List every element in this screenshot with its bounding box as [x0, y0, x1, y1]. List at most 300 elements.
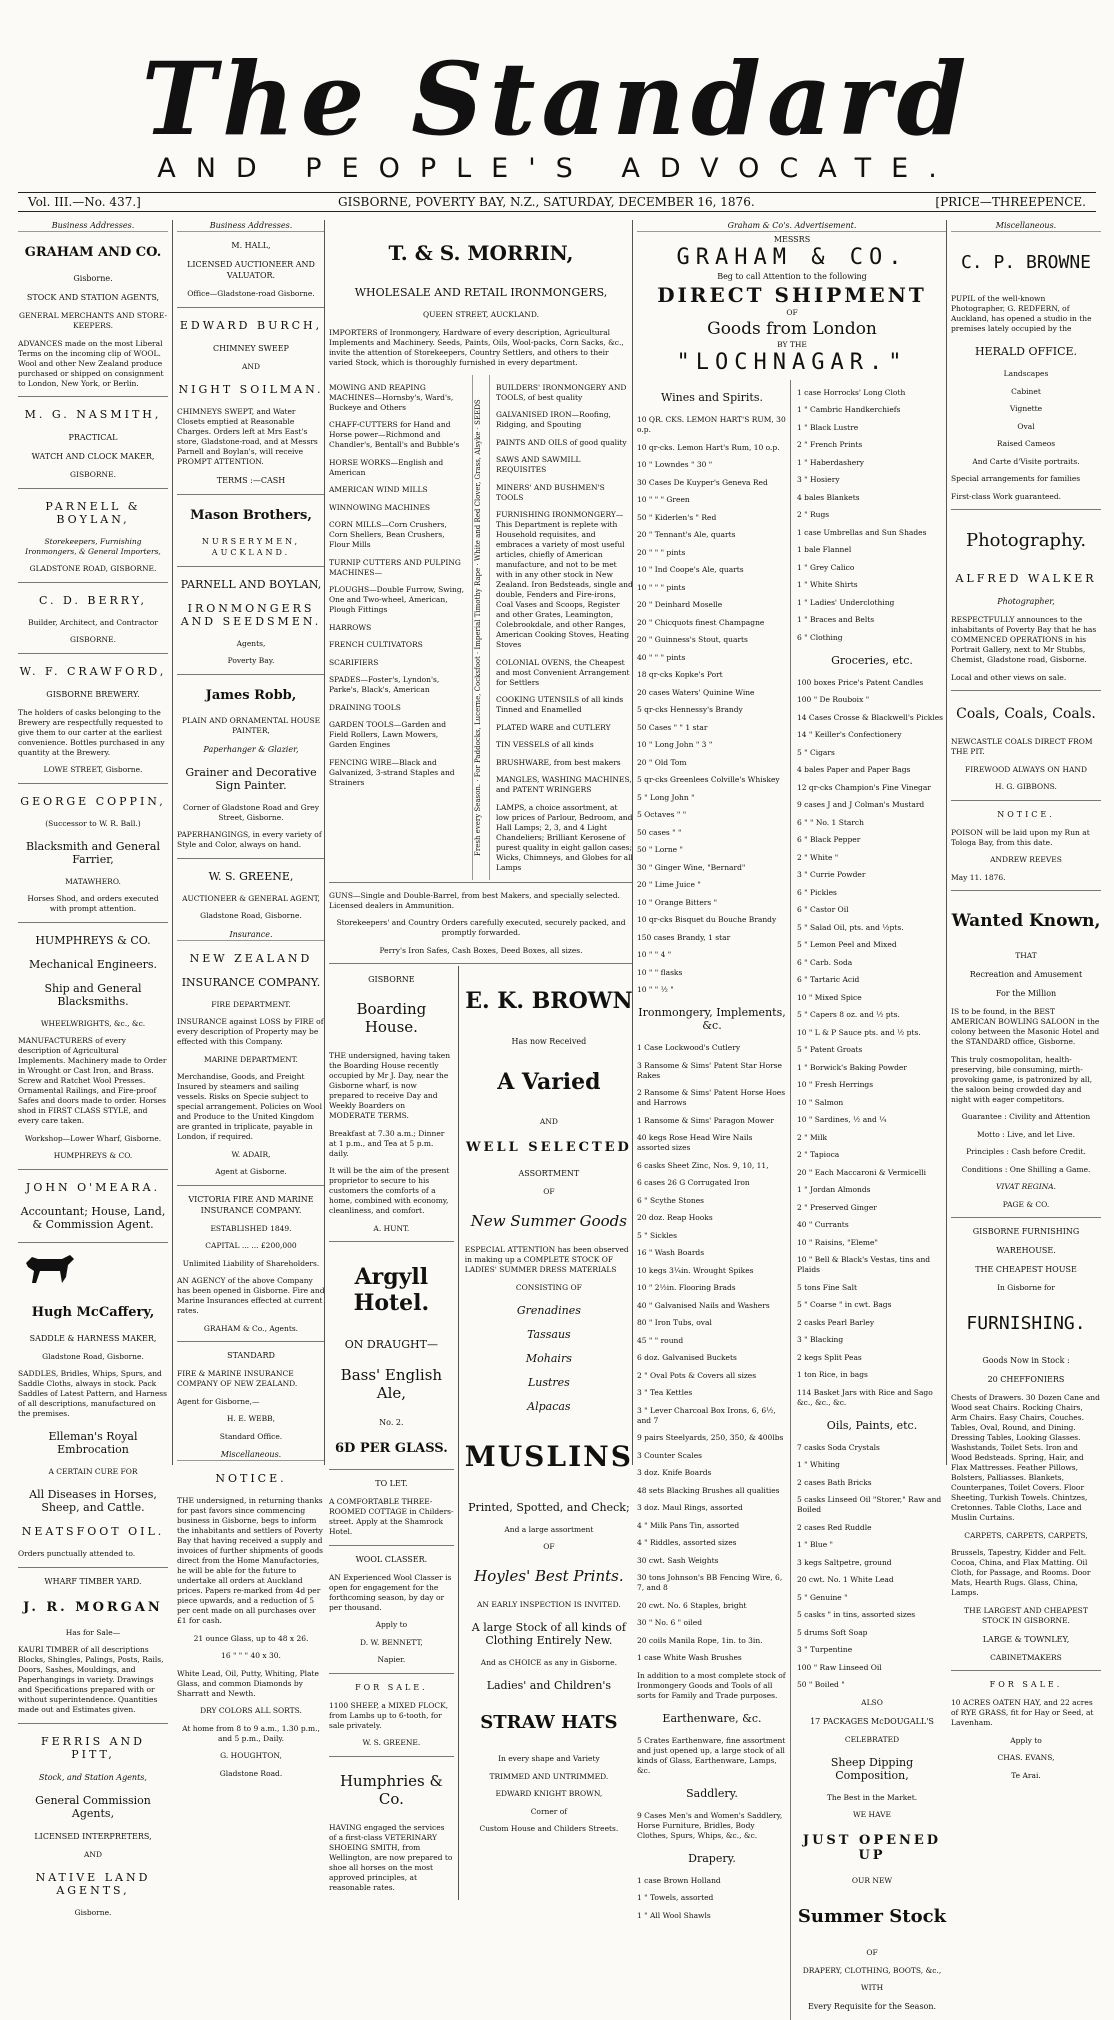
ad-line: OF: [543, 1542, 555, 1551]
ad-line: CAPITAL ... ... £200,000: [205, 1241, 297, 1250]
ad-robb: [177, 688, 325, 851]
list-item: 10 " 2½in. Flooring Brads: [637, 1283, 736, 1292]
ad-line: Agents,: [236, 638, 266, 648]
list-item: 5 casks Linseed Oil "Storer," Raw and Boiled: [797, 1495, 942, 1514]
ad-line: WATCH AND CLOCK MAKER,: [31, 452, 155, 461]
ad-line: Hoyles' Best Prints.: [474, 1567, 624, 1585]
list-item: 1 " Ladies' Underclothing: [797, 597, 895, 607]
list-item: 1 " Borwick's Baking Powder: [797, 1062, 907, 1072]
list-item: PAINTS AND OILS of good quality: [496, 437, 627, 447]
ad-line: Recreation and Amusement: [969, 970, 1083, 979]
list-item: 10 " Ind Coope's Ale, quarts: [637, 565, 744, 574]
ad-line: Sheep Dipping Composition,: [830, 1755, 914, 1782]
list-item: 5 " Patent Groats: [797, 1045, 863, 1054]
ad-body: INSURANCE against LOSS by FIRE of every description of Property may be effected with this Company.: [177, 1017, 324, 1046]
ad-signature: W. ADAIR,: [231, 1149, 271, 1159]
list-item: 2 " Preserved Ginger: [797, 1202, 877, 1212]
list-item: 5 " Coarse " in cwt. Bags: [797, 1300, 892, 1309]
list-item: 4 " Milk Pans Tin, assorted: [637, 1520, 740, 1530]
fabric-list: [465, 1304, 633, 1413]
ad-body: SADDLES, Bridles, Whips, Spurs, and Saddle Cloths, always in stock. Pack Saddles of Latest Pattern, and Harness of all descriptions, manufactured on the premises.: [18, 1369, 167, 1418]
vertical-label: Imperial Timothy Rape: [474, 567, 482, 650]
ad-signature: G. HOUGHTON,: [220, 1751, 282, 1760]
list-item: 2 casks Pearl Barley: [797, 1317, 875, 1327]
vertical-label: SEEDS: [474, 399, 482, 425]
ad-signature: Gladstone Road.: [219, 1768, 283, 1778]
ad-title: FURNISHING.: [966, 1313, 1086, 1334]
ad-wool-classer: [329, 1554, 454, 1666]
list-item: 2 " Tapioca: [797, 1150, 840, 1159]
list-item: 5 " Salad Oil, pts. and ½pts.: [797, 922, 904, 932]
ad-line: THE LARGEST AND CHEAPEST STOCK IN GISBORNE.: [964, 1605, 1088, 1625]
ad-title: TO LET.: [375, 1479, 408, 1488]
ad-line: Goods Now in Stock :: [982, 1356, 1070, 1365]
list-item: 5 " Genuine ": [797, 1592, 848, 1602]
ad-line: GISBORNE FURNISHING: [972, 1227, 1080, 1236]
list-item: 10 kegs 3¼in. Wrought Spikes: [637, 1265, 754, 1275]
list-item: 20 doz. Reap Hooks: [637, 1213, 713, 1222]
ad-body: 5 Crates Earthenware, fine assortment and just opened up, a large stock of all kinds of Glass, Earthenware, Lamps, &c.: [637, 1735, 786, 1775]
ad-line: LICENSED INTERPRETERS,: [34, 1831, 152, 1841]
ad-coppin: [18, 795, 168, 915]
vertical-label: Fresh every Season.: [474, 783, 482, 856]
list-item: And Carte d'Visite portraits.: [972, 456, 1080, 466]
column-header: Miscellaneous.: [951, 220, 1101, 232]
ad-body: ADVANCES made on the most Liberal Terms on the incoming clip of WOOL. Wool and other New Zealand produce purchased or shipped on consignment to London, New York, or Berlin.: [18, 338, 164, 388]
ad-line: MESSRS: [773, 235, 811, 244]
list-item: BUILDERS' IRONMONGERY AND TOOLS, of best quality: [496, 382, 627, 402]
ad-line: Printed, Spotted, and Check;: [468, 1500, 630, 1514]
ad-burch: [177, 319, 325, 486]
list-item: 1 case Horrocks' Long Cloth: [797, 387, 906, 397]
list-item: 40 kegs Rose Head Wire Nails assorted sizes: [637, 1133, 753, 1152]
ad-line: GISBORNE: [368, 975, 415, 984]
ad-line: CONSISTING OF: [515, 1282, 582, 1292]
list-item: 2 " French Prints: [797, 440, 863, 449]
ad-signature: Standard Office.: [219, 1431, 283, 1441]
ad-line: TRIMMED AND UNTRIMMED.: [489, 1771, 609, 1781]
ad-signature: Corner of: [530, 1806, 568, 1816]
list-item: Mohairs: [525, 1351, 572, 1365]
column-header: Graham & Co's. Advertisement.: [637, 220, 947, 232]
column-3: [324, 220, 633, 1892]
list-item: 6 cases 26 G Corrugated Iron: [637, 1178, 750, 1187]
ad-line: GLADSTONE ROAD, GISBORNE.: [29, 564, 157, 573]
ad-title: PARNELL AND BOYLAN,: [180, 577, 322, 591]
ad-line: Mechanical Engineers.: [28, 957, 158, 971]
ad-line: WITH: [860, 1983, 884, 1992]
list-item: MINERS' AND BUSHMEN'S TOOLS: [496, 482, 605, 502]
ad-morrin: T. & S. MORRIN, WHOLESALE AND RETAIL IRONMONGERS, QUEEN STREET, AUCKLAND. IMPORTERS of Ironmongery, Hardware of every description, Agricultural Implements and Machinery. Seeds, Paints, Oils, Wool-packs, Corn Sacks, &c., invite the attention of Storekeepers, Country Settlers, and others to their varied Stock, which is thoroughly furnished in every department. MOWING AND REAPING MACHINES—Hornsby's, Ward's, Buckeye and Others CHAFF-CUTTERS for Hand and Horse power—Richmond and Chandler's, Bentall's and Bubble's HORSE WORKS—English and American AMERICAN WIND MILLS WINNOWING MACHINES CORN MILLS—Corn Crushers, Corn Shellers, Bean Crushers, Flour Mills TURNIP CUTTERS AND PULPING MACHINES— PLOUGHS—Double Furrow, Swing, One and Two-wheel, American, Plough Fittings HARROWS FRENCH CULTIVATORS SCARIFIERS SPADES—Foster's, Lyndon's, Parke's, Black's, American DRAINING TOOLS GARDEN TOOLS—Garden and Field Rollers, Lawn Mowers, Garden Engines FENCING WIRE—Black and Galvanized, 3-strand Staples and Strainers Fresh every Season. · For Paddocks, Lucerne, Cocksfoot · Imperial Timothy Rape · White and Red Clover, Grass, Alsyke · SEEDS BUILDERS' IRONMONGERY AND TOOLS, of best quality GALVANISED IRON—Roofing, Ridging, and Spouting PAINTS AND OILS of good quality SAWS AND SAWMILL REQUISITES MINERS' AND BUSHMEN'S TOOLS FURNISHING IRONMONGERY—This Department is replete with Household requisites, and embraces a variety of most useful articles, chiefly of American manufacture, and not to be met with in any other stock in New Zealand. Iron Bedsteads, single and double, Fenders and Fire-irons, Coal Vases and Scoops, Register and other Grates, Leamington, Colebrookdale, and other Ranges, American Cooking Stoves, Heating Stoves COLONIAL OVENS, the Cheapest and most Convenient Arrangement for Settlers COOKING UTENSILS of all kinds Tinned and Enamelled PLATED WARE and CUTLERY TIN VESSELS of all kinds BRUSHWARE, from best makers MANGLES, WASHING MACHINES, and PATENT WRINGERS LAMPS, a choice assortment, at low prices of Parlour, Bedroom, and Hall Lamps; 2, 3, and 4 Light Chandeliers; Brilliant Kerosene of purest quality in eight gallon cases; Wicks, Chimneys, and Globes for all Lamps GUNS—Single and Double-Barrel, from best Makers, and specially selected. Licensed dealers in Ammunition. Storekeepers' and Country Orders carefully executed, securely packed, and promptly forwarded. Perry's Iron Safes, Cash Boxes, Deed Boxes, all sizes.: [329, 241, 633, 955]
list-item: MOWING AND REAPING MACHINES—Hornsby's, Ward's, Buckeye and Others: [329, 382, 454, 412]
list-item: Tassaus: [527, 1327, 571, 1341]
ad-line: Corner of Gladstone Road and Grey Street, Gisborne.: [182, 802, 319, 822]
list-item: HARROWS: [329, 622, 372, 632]
ad-title: W. F. CRAWFORD,: [19, 664, 167, 678]
list-item: GARDEN TOOLS—Garden and Field Rollers, Lawn Mowers, Garden Engines: [329, 720, 447, 749]
ad-line: TERMS :—CASH: [216, 475, 286, 485]
ad-line: PRACTICAL: [68, 433, 118, 442]
list-item: 18 qr-cks Kopke's Port: [637, 670, 723, 679]
list-item: 2 kegs Split Peas: [797, 1352, 862, 1362]
list-item: 6 casks Sheet Zinc, Nos. 9, 10, 11,: [637, 1160, 769, 1170]
list-item: 5 casks " in tins, assorted sizes: [797, 1610, 916, 1619]
ad-line: NURSERYMEN, AUCKLAND.: [201, 536, 301, 557]
list-item: 16 " Wash Boards: [637, 1248, 705, 1257]
ship-name: "LOCHNAGAR.": [676, 350, 908, 375]
list-item: 3 " Lever Charcoal Box Irons, 6, 6½, and 7: [637, 1405, 776, 1425]
ad-line: 16 " " " 40 x 30.: [221, 1651, 281, 1660]
ad-line: INSURANCE COMPANY.: [181, 975, 321, 989]
ad-line: OUR NEW: [851, 1876, 893, 1885]
list-item: Landscapes: [1003, 369, 1049, 378]
list-item: 5 qr-cks Greenlees Colville's Whiskey: [637, 775, 780, 784]
ad-body: LICENSED AUCTIONEER AND VALUATOR.: [187, 260, 315, 280]
ad-line: Elleman's Royal Embrocation: [48, 1430, 138, 1456]
list-item: MANGLES, WASHING MACHINES, and PATENT WRINGERS: [496, 775, 632, 794]
list-item: 2 Ransome & Sims' Patent Horse Hoes and Harrows: [637, 1088, 786, 1107]
ad-line: STRAW HATS: [480, 1712, 618, 1733]
list-item: 10 " Lowndes " 30 ": [637, 460, 713, 469]
ad-line: A Varied: [497, 1069, 601, 1095]
ad-title: HUMPHREYS & CO.: [35, 933, 151, 947]
ad-title: PARNELL & BOYLAN,: [45, 499, 141, 526]
list-item: DRAINING TOOLS: [329, 702, 401, 712]
list-item: 4 bales Blankets: [797, 492, 860, 502]
vertical-label: White and Red Clover, Grass, Alsyke: [474, 431, 482, 561]
list-item: 1 " Haberdashery: [797, 457, 865, 467]
list-item: 10 " Bell & Black's Vestas, tins and Plaids: [797, 1255, 931, 1274]
ad-humphries: [329, 1772, 454, 1893]
ad-title: STANDARD: [227, 1351, 275, 1360]
ad-line: Special arrangements for families: [951, 474, 1081, 483]
list-item: 40 " Galvanised Nails and Washers: [637, 1300, 770, 1310]
ad-title: Photography.: [965, 530, 1087, 551]
ad-body: PLAIN AND ORNAMENTAL HOUSE PAINTER,: [181, 715, 321, 735]
list-item: 50 cases " ": [637, 827, 682, 837]
ad-body: HAVING engaged the services of a first-class VETERINARY SHOEING SMITH, from Wellington, are now prepared to shoe all horses on the most approved principles, at reasonable rates.: [329, 1822, 453, 1892]
ad-line: Unlimited Liability of Shareholders.: [182, 1258, 320, 1268]
section-title: Wines and Spirits.: [661, 391, 763, 404]
ad-humphreys: [18, 934, 168, 1162]
ad-line: OF: [866, 1948, 878, 1957]
ad-body: AN AGENCY of the above Company has been opened in Gisborne. Fire and Marine Insurances effected at current rates.: [177, 1276, 325, 1315]
list-item: 5 qr-cks Hennessy's Brandy: [637, 705, 743, 714]
section-title: Ironmongery, Implements, &c.: [638, 1006, 786, 1032]
list-item: 14 Cases Crosse & Blackwell's Pickles: [797, 712, 944, 722]
list-item: 10 " " flasks: [637, 967, 683, 977]
list-item: 10 " " " Green: [637, 495, 690, 504]
ad-line: First-class Work guaranteed.: [951, 491, 1062, 501]
ad-title: NOTICE.: [997, 809, 1055, 819]
ad-line: LOWE STREET, Gisborne.: [43, 765, 143, 774]
list-item: SPADES—Foster's, Lyndon's, Parke's, Black's, American: [329, 675, 440, 694]
list-item: COLONIAL OVENS, the Cheapest and most Convenient Arrangement for Settlers: [496, 657, 630, 687]
volume-number: Vol. III.—No. 437.]: [28, 195, 141, 209]
list-item: 20 " " " pints: [637, 547, 686, 557]
ad-line: Photographer,: [997, 597, 1055, 606]
ad-title: GRAHAM & CO.: [676, 245, 908, 270]
list-item: 10 " Mixed Spice: [797, 992, 862, 1002]
column-5: [946, 220, 1101, 1780]
list-item: FURNISHING IRONMONGERY—This Department is replete with Household requisites, and embraces a variety of most useful articles, chiefly of American manufacture, and not to be met with in any other stock in New Zealand. Iron Bedsteads, single and double, Fenders and Fire-irons, Coal Vases and Scoops, Register and other Grates, Leamington, Colebrookdale, and other Ranges, American Cooking Stoves, Heating Stoves: [496, 510, 633, 649]
list-item: 1 bale Flannel: [797, 545, 852, 554]
ad-signature: H. G. GIBBONS.: [995, 782, 1057, 791]
list-item: 9 pairs Steelyards, 250, 350, & 400lbs: [637, 1433, 784, 1442]
column-header: Business Addresses.: [177, 220, 325, 232]
ad-body: THE undersigned, in returning thanks for past favors since commencing business in Gisborne, begs to inform the inhabitants and settlers of Poverty Bay that having received a supply and invoices of further shipments of goods direct from the Home Manufactories, he will be able for the future to undertake all orders at Auckland prices. Papers re-marked from 4d per piece upwards, and a reduction of 5 per cent made on all purchases over £1 for cash.: [177, 1496, 324, 1625]
ad-line: Office—Gladstone-road Gisborne.: [187, 289, 315, 298]
ad-line: Summer Stock: [797, 1906, 947, 1927]
ad-line: Storekeepers, Furnishing Ironmongers, & General Importers,: [25, 536, 161, 556]
ad-line: Gisborne.: [74, 1907, 112, 1917]
list-item: 30 tons Johnson's BB Fencing Wire, 6, 7, and 8: [637, 1573, 783, 1592]
ad-title: Coals, Coals, Coals.: [956, 706, 1096, 722]
ad-title: C. D. BERRY,: [38, 593, 148, 607]
list-item: PLOUGHS—Double Furrow, Swing, One and Two-wheel, American, Plough Fittings: [329, 585, 465, 614]
ad-line: 20 CHEFFONIERS: [987, 1375, 1065, 1384]
list-item: 1 " Grey Calico: [797, 562, 855, 572]
ad-line: Gladstone Road, Gisborne.: [42, 1351, 144, 1361]
list-item: 2 " Rugs: [797, 510, 830, 519]
ad-line: AND: [539, 1117, 558, 1126]
ad-line: Paperhanger & Glazier,: [203, 744, 299, 754]
list-item: 3 " Hosiery: [797, 475, 840, 484]
ad-title: E. K. BROWN: [465, 988, 633, 1014]
list-item: FENCING WIRE—Black and Galvanized, 3-strand Staples and Strainers: [329, 757, 455, 787]
ad-line: Bass' English Ale,: [340, 1366, 443, 1402]
ad-line: ALSO: [861, 1697, 883, 1707]
list-item: 6 " Scythe Stones: [637, 1195, 705, 1205]
list-item: HORSE WORKS—English and American: [329, 457, 444, 477]
ad-berry: [18, 594, 168, 646]
ad-line: Breakfast at 7.30 a.m.; Dinner at 1 p.m., and Tea at 5 p.m. daily.: [329, 1128, 445, 1158]
list-item: 20 coils Manila Rope, 1in. to 3in.: [637, 1635, 763, 1645]
ad-line: WE HAVE: [852, 1810, 892, 1819]
ad-title: GRAHAM AND CO.: [24, 245, 162, 260]
ad-line: Local and other views on sale.: [951, 672, 1067, 682]
ad-line: MARINE DEPARTMENT.: [204, 1054, 298, 1064]
morrin-right-list: [496, 375, 633, 880]
ad-line: Workshop—Lower Wharf, Gisborne.: [24, 1133, 162, 1143]
ad-body: ESPECIAL ATTENTION has been observed in making up a COMPLETE STOCK OF LADIES' SUMMER DRESS MATERIALS: [464, 1245, 629, 1274]
ad-for-sale-sheep: [329, 1682, 454, 1749]
list-item: CORN MILLS—Corn Crushers, Corn Shellers, Bean Crushers, Flour Mills: [329, 520, 447, 549]
ad-line: A CERTAIN CURE FOR: [48, 1467, 138, 1476]
list-item: 1 " Whiting: [797, 1460, 840, 1469]
ad-line: General Commission Agents,: [35, 1793, 151, 1820]
ad-title: VICTORIA FIRE AND MARINE INSURANCE COMPANY.: [188, 1194, 314, 1215]
list-item: 1 ton Rice, in bags: [797, 1370, 868, 1379]
ad-line: MUSLINS: [464, 1439, 633, 1473]
list-item: 10 " " 4 ": [637, 950, 672, 959]
list-item: COOKING UTENSILS of all kinds Tinned and Enamelled: [496, 695, 624, 714]
list-item: Grenadines: [516, 1303, 581, 1317]
ad-line: Grainer and Decorative Sign Painter.: [185, 765, 317, 792]
list-item: 40 " " " pints: [637, 652, 686, 662]
ad-line: QUEEN STREET, AUCKLAND.: [423, 310, 539, 319]
list-item: 100 boxes Price's Patent Candles: [797, 677, 924, 687]
list-item: Oval: [1017, 421, 1035, 431]
ad-signature: EDWARD KNIGHT BROWN,: [495, 1789, 603, 1798]
ad-line: Perry's Iron Safes, Cash Boxes, Deed Boxes, all sizes.: [379, 945, 583, 955]
ad-body: Chests of Drawers. 30 Dozen Cane and Wood seat Chairs. Rocking Chairs, Arm Chairs. Easy Chairs, Couches. Tables, Oval, Round, and Dining. Dressing Tables, Looking Glasses. Washstands, Toilet Sets. Iron and Wood Bedsteads. Spring, Hair, and Flax Mattresses. Feather Pillows, Bolsters, Palliasses. Blankets, Counterpanes, Toilet Covers. Floor Sheeting, Turkish Towels. Chintzes, Cretonnes. Table Cloths, Lace and Muslin Curtains.: [951, 1393, 1100, 1522]
ad-argyll-hotel: [329, 1264, 454, 1456]
list-item: 3 " Turpentine: [797, 1645, 853, 1654]
masthead-title: The Standard: [141, 40, 973, 158]
list-item: 20 " Lime Juice ": [637, 880, 701, 889]
list-item: 5 Octaves " ": [637, 810, 687, 819]
list-item: 1 case Umbrellas and Sun Shades: [797, 527, 927, 537]
ad-body: NEWCASTLE COALS DIRECT FROM THE PIT.: [951, 737, 1093, 756]
ad-signature: CABINETMAKERS: [990, 1652, 1062, 1662]
ad-title: J. R. MORGAN: [23, 1599, 163, 1615]
section-header: Miscellaneous.: [177, 1449, 325, 1461]
ad-line: Blacksmith and General Farrier,: [26, 839, 160, 866]
ad-body: PUPIL of the well-known Photographer, G. REDFERN, of Auckland, has opened a studio in the premises lately occupied by the: [951, 294, 1092, 333]
section-title: Earthenware, &c.: [662, 1711, 762, 1725]
ad-body: KAURI TIMBER of all descriptions Blocks, Shingles, Palings, Posts, Rails, Doors, Sashes, Mouldings, and Paperhangings in variety. Drawings and Specifications prepared with or without superintendence. Quantities made out and Estimates given.: [18, 1645, 164, 1714]
list-item: 50 " Kiderlen's " Red: [637, 512, 717, 522]
ad-line: Storekeepers' and Country Orders carefully executed, securely packed, and promptly forwarded.: [336, 918, 626, 937]
list-item: 10 qr-cks. Lemon Hart's Rum, 10 o.p.: [637, 442, 780, 452]
ad-line: GISBORNE.: [70, 470, 116, 479]
list-item: 14 " Keiller's Confectionery: [797, 730, 902, 739]
list-item: 6 " Castor Oil: [797, 905, 849, 914]
ad-signature: GRAHAM & Co., Agents.: [203, 1323, 299, 1333]
section-title: Groceries, etc.: [831, 653, 913, 667]
list-item: 10 " Salmon: [797, 1097, 844, 1107]
list-item: 10 " Long John " 3 ": [637, 740, 713, 749]
ad-ek-brown: [465, 966, 633, 1900]
ad-line: AND: [242, 361, 260, 371]
ad-line: ON DRAUGHT—: [344, 1338, 438, 1351]
ad-signature: PAGE & CO.: [1002, 1199, 1050, 1209]
list-item: 6 " Pickles: [797, 887, 837, 897]
list-item: 10 " " ½ ": [637, 985, 674, 994]
ad-graham: [18, 245, 168, 389]
list-item: 30 Cases De Kuyper's Geneva Red: [637, 477, 768, 487]
list-item: Alpacas: [527, 1399, 571, 1413]
ad-body: IMPORTERS of Ironmongery, Hardware of every description, Agricultural Implements and Machinery. Seeds, Paints, Oils, Wool-packs, Corn Sacks, &c., invite the attention of Storekeepers, Country Settlers, and others to their varied Stock, which is thoroughly furnished in every department.: [329, 327, 624, 367]
ad-title: James Robb,: [205, 687, 297, 703]
ad-hall: [177, 240, 325, 299]
ad-line: WAREHOUSE.: [996, 1246, 1056, 1255]
ad-line: All Diseases in Horses, Sheep, and Cattle.: [29, 1488, 157, 1514]
ad-morgan: [18, 1576, 168, 1716]
list-item: SAWS AND SAWMILL REQUISITES: [496, 455, 581, 474]
ad-body: In addition to a most complete stock of Ironmongery Goods and Tools of all sorts for Family and Trade purposes.: [637, 1670, 786, 1700]
list-item: 150 cases Brandy, 1 star: [637, 932, 731, 942]
ad-parnell-boylan: [177, 578, 325, 667]
list-item: 40 " Currants: [797, 1220, 849, 1229]
list-item: 30 " No. 6 " oiled: [637, 1618, 703, 1627]
ad-title: Hugh McCaffery,: [31, 1304, 155, 1320]
list-item: GALVANISED IRON—Roofing, Ridging, and Spouting: [496, 410, 611, 429]
list-item: 1 Case Lockwood's Cutlery: [637, 1043, 741, 1052]
list-item: 2 " Oval Pots & Covers all sizes: [637, 1370, 757, 1380]
list-item: 4 " Riddles, assorted sizes: [637, 1538, 737, 1547]
ad-body: The holders of casks belonging to the Brewery are respectfully requested to give them to our carter at the earliest convenience. Bottles purchased in any quantity at the Brewery.: [18, 707, 165, 757]
ad-browne: [951, 250, 1101, 502]
list-item: 20 " Each Maccaroni & Vermicelli: [797, 1167, 927, 1177]
ad-line: Motto : Live, and let Live.: [976, 1129, 1076, 1139]
list-item: 50 " Boiled ": [797, 1680, 845, 1689]
list-item: 10 QR. CKS. LEMON HART'S RUM, 30 o.p.: [637, 415, 786, 434]
ad-signature: A. HUNT.: [373, 1223, 410, 1233]
horse-icon: [18, 1249, 78, 1285]
column-4: [632, 220, 947, 2011]
ad-title: FOR SALE.: [355, 1682, 428, 1692]
list-item: 3 Ransome & Sims' Patent Star Horse Rakes: [637, 1060, 782, 1080]
ad-line: AND: [84, 1849, 102, 1859]
list-item: 1 " Jordan Almonds: [797, 1185, 871, 1194]
list-item: 6 " " No. 1 Starch: [797, 817, 864, 827]
ad-line: SADDLE & HARNESS MAKER,: [29, 1333, 157, 1343]
ad-signature: Napier.: [377, 1655, 406, 1664]
ad-body: 10 ACRES OATEN HAY, and 22 acres of RYE GRASS, fit for Hay or Seed, at Lavenham.: [951, 1698, 1094, 1727]
ad-line: PAPERHANGINGS, in every variety of Style and Color, always on hand.: [177, 830, 322, 849]
list-item: 2 cases Bath Bricks: [797, 1477, 872, 1487]
list-item: BRUSHWARE, from best makers: [496, 757, 621, 767]
ad-body: This truly cosmopolitan, health-preserving, bile consuming, mirth-provoking game, is patronized by all, the saloon being crowded day and night with eager competitors.: [951, 1054, 1093, 1104]
ad-line: At home from 8 to 9 a.m., 1.30 p.m., and 5 p.m., Daily.: [182, 1723, 320, 1743]
list-item: Lustres: [527, 1375, 570, 1389]
list-item: 5 " Long John ": [637, 792, 695, 802]
list-item: Vignette: [1009, 404, 1043, 413]
ad-photography: [951, 528, 1101, 683]
list-item: 6 doz. Galvanised Buckets: [637, 1353, 737, 1362]
list-item: 3 doz. Knife Boards: [637, 1468, 712, 1477]
ad-signature: Te Arai.: [1011, 1770, 1041, 1780]
ad-title: M. HALL,: [231, 241, 271, 250]
ad-body: Brussels, Tapestry, Kidder and Felt. Cocoa, China, and Flax Matting. Oil Cloth, for Passage, and Rooms. Door Mats, Hearth Rugs. Glass, China, Lamps.: [951, 1548, 1091, 1597]
list-item: 6 " Tartaric Acid: [797, 975, 860, 984]
ad-line: JUST OPENED UP: [802, 1833, 942, 1863]
list-item: 1 " Blue ": [797, 1540, 834, 1549]
ad-line: ALFRED WALKER: [955, 572, 1097, 585]
list-item: 1 " White Shirts: [797, 580, 858, 589]
ad-signature: LARGE & TOWNLEY,: [982, 1634, 1070, 1644]
ad-line: NEATSFOOT OIL.: [21, 1525, 165, 1538]
ad-wanted-known: [951, 908, 1101, 1210]
list-item: 5 " Sickles: [637, 1230, 677, 1240]
list-item: 45 " " round: [637, 1335, 684, 1345]
list-item: 10 " Sardines, ½ and ¼: [797, 1115, 887, 1124]
ad-line: FIRE DEPARTMENT.: [211, 999, 291, 1009]
ad-title: JOHN O'MEARA.: [25, 1180, 161, 1194]
ad-body: White Lead, Oil, Putty, Whiting, Plate Glass, and common Diamonds by Sharratt and Newth.: [177, 1668, 319, 1698]
ad-body: POISON will be laid upon my Run at Tologa Bay, from this date.: [951, 827, 1090, 847]
column-header: Business Addresses.: [18, 220, 168, 232]
ad-title: EDWARD BURCH,: [179, 318, 323, 332]
ad-line: Agent for Gisborne,—: [177, 1396, 260, 1406]
ad-line: CELEBRATED: [844, 1734, 900, 1744]
list-item: 114 Basket Jars with Rice and Sago &c., &c., &c.: [797, 1387, 933, 1407]
date-bar: [18, 192, 1096, 212]
ad-line: No. 2.: [379, 1418, 404, 1427]
list-item: 2 cases Red Ruddle: [797, 1522, 872, 1532]
ad-line: NIGHT SOILMAN.: [178, 382, 324, 396]
list-item: 100 " Raw Linseed Oil: [797, 1662, 882, 1672]
list-item: 5 " Cigars: [797, 747, 835, 757]
ad-title: Mason Brothers,: [190, 507, 312, 523]
ad-title: M. G. NASMITH,: [24, 408, 162, 421]
ad-title: W. S. GREENE,: [208, 869, 294, 883]
ad-line: Stock, and Station Agents,: [39, 1772, 147, 1782]
list-item: 20 cwt. No. 1 White Lead: [797, 1575, 894, 1584]
ad-signature: ANDREW REEVES: [990, 855, 1062, 864]
